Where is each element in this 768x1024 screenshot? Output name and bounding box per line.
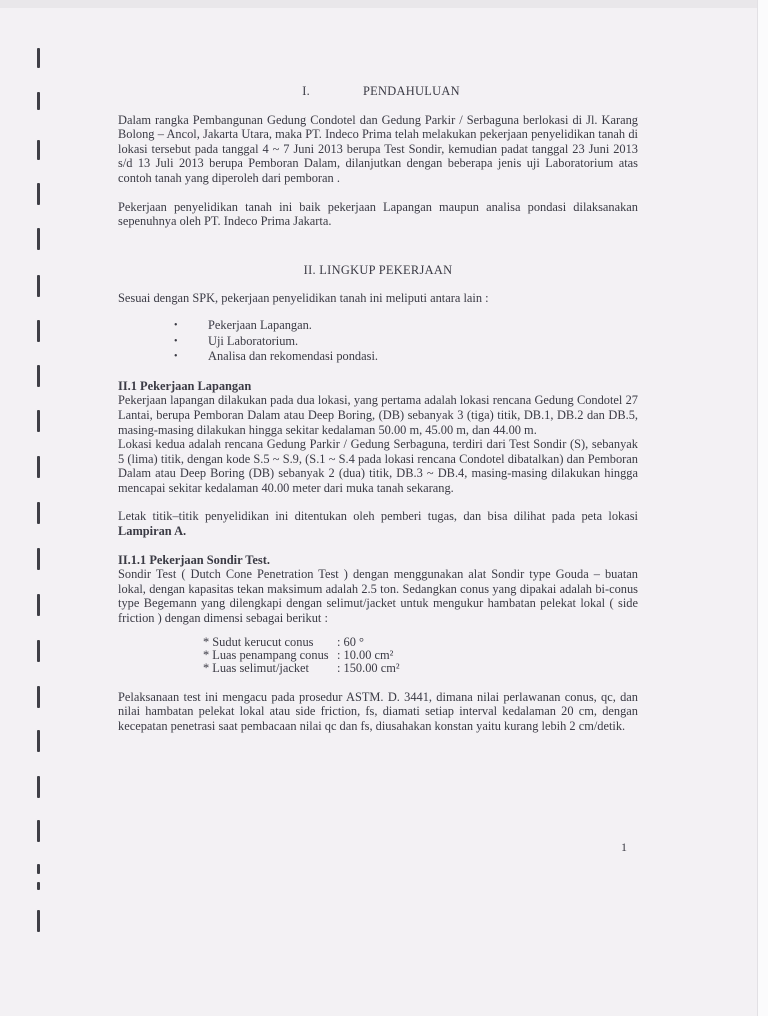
- binder-mark: [37, 410, 40, 432]
- spec-label: * Sudut kerucut conus: [203, 634, 314, 649]
- list-item: • Uji Laboratorium.: [174, 334, 638, 350]
- binder-mark: [37, 882, 40, 890]
- section-1-paragraph: Dalam rangka Pembangunan Gedung Condotel dan Gedung Parkir / Serbaguna berlokasi di Jl. Karang Bolong – Ancol, Jakarta Utara, maka PT. Indeco Prima telah melakukan pekerjaan penyelidikan tanah di lokasi tersebut pada tanggal 4 ~ 7 Juni 2013 berupa Test Sondir, kemudian padat tanggal 23 Juni 2013 s/d 13 Juli 2013 berupa Pemboran Dalam, dilanjutkan dengan beberapa jenis uji Laboratorium atas contoh tanah yang diperoleh dari pemboran .: [118, 112, 638, 185]
- subsection-1-paragraph-3: [118, 509, 638, 538]
- binder-mark: [37, 140, 40, 160]
- binder-mark: [37, 456, 40, 478]
- binder-mark: [37, 820, 40, 842]
- binder-mark: [37, 183, 40, 205]
- binder-mark: [37, 548, 40, 570]
- list-item: • Pekerjaan Lapangan.: [174, 318, 638, 334]
- spec-row: [203, 649, 503, 662]
- spec-row: [203, 636, 503, 649]
- list-item: • Analisa dan rekomendasi pondasi.: [174, 349, 638, 365]
- cone-specs: [203, 636, 503, 676]
- subsection-1-paragraph: Pekerjaan lapangan dilakukan pada dua lokasi, yang pertama adalah lokasi rencana Gedung Condotel 27 Lantai, berupa Pemboran Dalam atau Deep Boring, (DB) sebanyak 3 (tiga) titik, DB.1, DB.2 dan DB.5, masing-masing dilakukan hingga sekitar kedalaman 50.00 m, 45.00 m, dan 44.00 m.: [118, 393, 638, 437]
- spec-value: : 150.00 cm²: [337, 661, 400, 676]
- spec-row: [203, 662, 503, 675]
- binder-mark: [37, 48, 40, 68]
- binder-mark: [37, 730, 40, 752]
- section-2-intro: Sesuai dengan SPK, pekerjaan penyelidikan tanah ini meliputi antara lain :: [118, 291, 489, 306]
- spec-label: * Luas penampang conus: [203, 648, 329, 663]
- scan-edge-right: [757, 0, 768, 1024]
- subsection-1-title: II.1 Pekerjaan Lapangan: [118, 378, 252, 393]
- binder-mark: [37, 502, 40, 524]
- scan-edge-bottom: [0, 1016, 768, 1024]
- subsection-1-paragraph-2: Lokasi kedua adalah rencana Gedung Parkir / Gedung Serbaguna, terdiri dari Test Sondir (S), sebanyak 5 (lima) titik, dengan kode S.5 ~ S.9, (S.1 ~ S.4 pada lokasi rencana Condotel dibatalkan) dan Pemboran Dalam atau Deep Boring (DB) sebanyak 2 (dua) titik, DB.3 ~ DB.4, masing-masing dilakukan hingga mencapai sekitar kedalaman 40.00 meter dari muka tanah sekarang.: [118, 437, 638, 495]
- section-2-heading: II. LINGKUP PEKERJAAN: [303, 262, 453, 277]
- scan-edge-top: [0, 0, 768, 8]
- subsection-1-1-paragraph-2: Pelaksanaan test ini mengacu pada prosedur ASTM. D. 3441, dimana nilai perlawanan conus, qc, dan nilai hambatan pelekat lokal atau side friction, fs, diamati setiap interval kedalaman 20 cm, dengan kecepatan penetrasi saat pembacaan nilai qc dan fs, diusahakan konstan yaitu kurang lebih 2 cm/detik.: [118, 689, 638, 734]
- section-1-heading: [118, 84, 638, 99]
- document-page: [118, 84, 638, 734]
- binder-mark: [37, 776, 40, 798]
- binder-mark: [37, 910, 40, 932]
- section-1-paragraph-2: Pekerjaan penyelidikan tanah ini baik pekerjaan Lapangan maupun analisa pondasi dilaksanakan sepenuhnya oleh PT. Indeco Prima Jakarta.: [118, 199, 638, 229]
- binder-mark: [37, 92, 40, 110]
- appendix-reference: Lampiran A.: [118, 524, 187, 539]
- subsection-1-1-title: II.1.1 Pekerjaan Sondir Test.: [118, 552, 270, 567]
- binder-mark: [37, 365, 40, 387]
- scope-list: [118, 318, 638, 365]
- spec-value: : 10.00 cm²: [337, 648, 394, 663]
- location-text: Letak titik–titik penyelidikan ini ditentukan oleh pemberi tugas, dan bisa dilihat pada peta lokasi: [118, 509, 638, 524]
- spec-label: * Luas selimut/jacket: [203, 661, 309, 676]
- section-1-number: I.: [302, 84, 311, 98]
- section-1-title: PENDAHULUAN: [362, 84, 460, 98]
- binder-mark: [37, 686, 40, 708]
- binder-mark: [37, 320, 40, 342]
- binder-mark: [37, 275, 40, 297]
- spec-value: : 60 °: [337, 634, 364, 649]
- binder-mark: [37, 640, 40, 662]
- binder-mark: [37, 864, 40, 874]
- binder-mark: [37, 594, 40, 616]
- subsection-1-1-paragraph: Sondir Test ( Dutch Cone Penetration Test ) dengan menggunakan alat Sondir type Gouda – buatan lokal, dengan kapasitas tekan maksimum adalah 2.5 ton. Sedangkan conus yang dipakai adalah bi-conus type Begemann yang dilengkapi dengan selimut/jacket untuk mengukur hambatan pelekat lokal ( side friction ) dengan dimensi sebagai berikut :: [118, 567, 638, 626]
- binder-mark: [37, 228, 40, 250]
- page-number: 1: [621, 840, 627, 854]
